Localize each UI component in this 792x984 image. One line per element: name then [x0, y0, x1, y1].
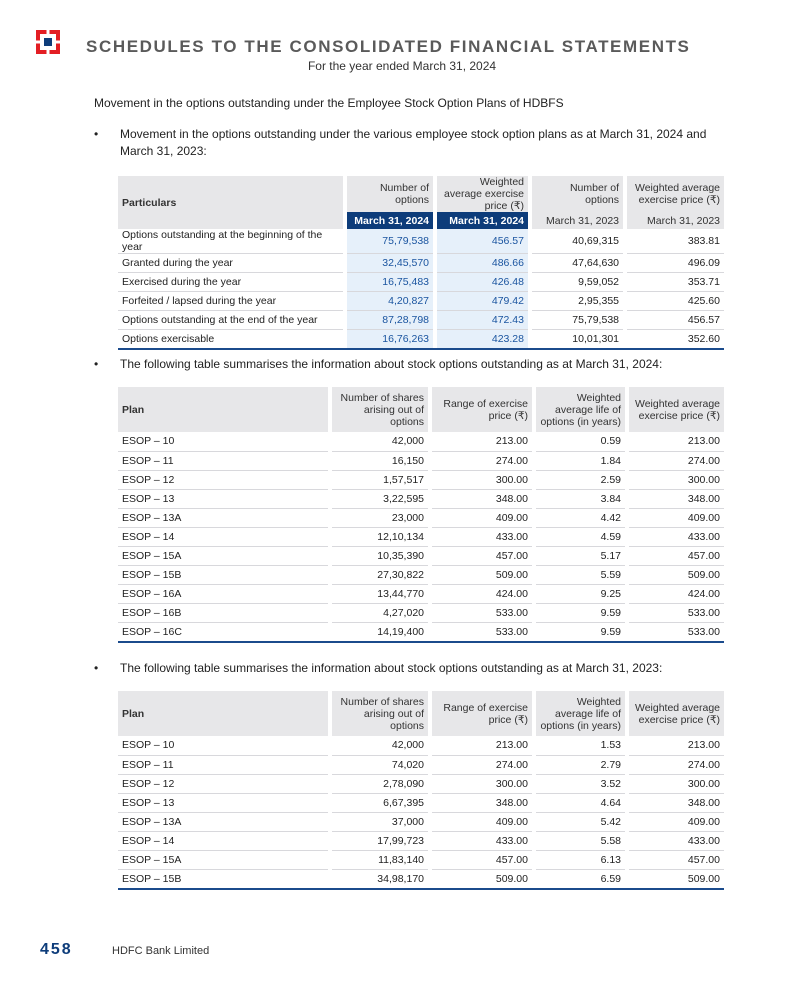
plan-name: ESOP – 12 — [118, 470, 328, 489]
exercise-range: 213.00 — [432, 736, 532, 755]
exercise-range: 457.00 — [432, 850, 532, 869]
page-title: SCHEDULES TO THE CONSOLIDATED FINANCIAL STATEMENTS — [86, 37, 691, 56]
wavg-price: 509.00 — [629, 565, 724, 584]
plan-name: ESOP – 13 — [118, 793, 328, 812]
row-label: Options exercisable — [118, 330, 343, 350]
page-number: 458 — [40, 941, 73, 958]
plan-name: ESOP – 13A — [118, 508, 328, 527]
num-shares: 37,000 — [332, 812, 428, 831]
plan-name: ESOP – 11 — [118, 451, 328, 470]
header-num-options-2023: Number of options — [532, 176, 623, 212]
num-options-2024: 87,28,798 — [347, 311, 433, 330]
num-shares: 23,000 — [332, 508, 428, 527]
plan-name: ESOP – 16B — [118, 603, 328, 622]
table-row — [118, 603, 724, 622]
wavg-price-2023: 353.71 — [627, 273, 724, 292]
wavg-price-2024: 426.48 — [437, 273, 528, 292]
num-options-2024: 75,79,538 — [347, 229, 433, 254]
plan-name: ESOP – 13A — [118, 812, 328, 831]
header-wavg-price-2024: Weighted average exercise price (₹) — [437, 176, 528, 212]
exercise-range: 533.00 — [432, 603, 532, 622]
plan-name: ESOP – 16C — [118, 622, 328, 642]
wavg-price: 509.00 — [629, 869, 724, 889]
plan-name: ESOP – 15B — [118, 869, 328, 889]
table-row — [118, 470, 724, 489]
wavg-price: 457.00 — [629, 546, 724, 565]
num-options-2023: 2,95,355 — [532, 292, 623, 311]
wavg-life: 4.42 — [536, 508, 625, 527]
wavg-price: 433.00 — [629, 527, 724, 546]
table-row — [118, 831, 724, 850]
table-row — [118, 292, 724, 311]
plan-name: ESOP – 13 — [118, 489, 328, 508]
options-outstanding-2023-table — [118, 691, 724, 890]
num-shares: 74,020 — [332, 755, 428, 774]
table-row — [118, 508, 724, 527]
header-year-2023: March 31, 2023 — [532, 212, 623, 229]
wavg-price: 213.00 — [629, 432, 724, 451]
table-row — [118, 774, 724, 793]
wavg-price-2023: 456.57 — [627, 311, 724, 330]
wavg-life: 1.84 — [536, 451, 625, 470]
num-shares: 42,000 — [332, 432, 428, 451]
hdfc-logo-icon — [36, 30, 60, 54]
wavg-life: 2.79 — [536, 755, 625, 774]
exercise-range: 457.00 — [432, 546, 532, 565]
num-options-2023: 75,79,538 — [532, 311, 623, 330]
wavg-price: 274.00 — [629, 755, 724, 774]
wavg-life: 5.42 — [536, 812, 625, 831]
wavg-price: 457.00 — [629, 850, 724, 869]
row-label: Exercised during the year — [118, 273, 343, 292]
wavg-price: 533.00 — [629, 603, 724, 622]
plan-name: ESOP – 10 — [118, 736, 328, 755]
num-options-2023: 9,59,052 — [532, 273, 623, 292]
num-options-2023: 10,01,301 — [532, 330, 623, 350]
exercise-range: 433.00 — [432, 831, 532, 850]
exercise-range: 509.00 — [432, 565, 532, 584]
plan-name: ESOP – 15A — [118, 546, 328, 565]
wavg-life: 3.52 — [536, 774, 625, 793]
num-shares: 12,10,134 — [332, 527, 428, 546]
header-num-options-2024: Number of options — [347, 176, 433, 212]
num-options-2023: 40,69,315 — [532, 229, 623, 254]
header-plan: Plan — [118, 387, 328, 432]
row-label: Granted during the year — [118, 254, 343, 273]
wavg-life: 5.17 — [536, 546, 625, 565]
header-life: Weighted average life of options (in years) — [536, 387, 625, 432]
header-wavg-price-2023: Weighted average exercise price (₹) — [627, 176, 724, 212]
table-row — [118, 330, 724, 350]
page-subtitle: For the year ended March 31, 2024 — [307, 59, 497, 73]
wavg-price: 409.00 — [629, 508, 724, 527]
wavg-price: 274.00 — [629, 451, 724, 470]
row-label: Forfeited / lapsed during the year — [118, 292, 343, 311]
header-year-2024: March 31, 2024 — [437, 212, 528, 229]
wavg-price-2024: 423.28 — [437, 330, 528, 350]
num-shares: 17,99,723 — [332, 831, 428, 850]
table-row — [118, 736, 724, 755]
plan-name: ESOP – 16A — [118, 584, 328, 603]
header-range: Range of exercise price (₹) — [432, 387, 532, 432]
header-shares: Number of shares arising out of options — [332, 691, 428, 736]
table-row — [118, 273, 724, 292]
plan-name: ESOP – 14 — [118, 527, 328, 546]
num-options-2024: 32,45,570 — [347, 254, 433, 273]
exercise-range: 509.00 — [432, 869, 532, 889]
plan-name: ESOP – 12 — [118, 774, 328, 793]
table-row — [118, 850, 724, 869]
row-label: Options outstanding at the beginning of the year — [118, 229, 343, 254]
options-movement-table — [118, 176, 724, 350]
exercise-range: 409.00 — [432, 812, 532, 831]
num-shares: 42,000 — [332, 736, 428, 755]
wavg-life: 9.59 — [536, 603, 625, 622]
num-shares: 3,22,595 — [332, 489, 428, 508]
header-price: Weighted average exercise price (₹) — [629, 691, 724, 736]
wavg-life: 5.58 — [536, 831, 625, 850]
table-row — [118, 622, 724, 642]
num-shares: 10,35,390 — [332, 546, 428, 565]
num-shares: 11,83,140 — [332, 850, 428, 869]
section-heading: Movement in the options outstanding under the Employee Stock Option Plans of HDBFS — [94, 96, 564, 110]
plan-name: ESOP – 14 — [118, 831, 328, 850]
wavg-price-2024: 479.42 — [437, 292, 528, 311]
table-row — [118, 311, 724, 330]
wavg-price-2024: 486.66 — [437, 254, 528, 273]
num-shares: 1,57,517 — [332, 470, 428, 489]
num-options-2024: 16,76,263 — [347, 330, 433, 350]
exercise-range: 433.00 — [432, 527, 532, 546]
wavg-life: 1.53 — [536, 736, 625, 755]
wavg-price: 348.00 — [629, 793, 724, 812]
exercise-range: 533.00 — [432, 622, 532, 642]
header-life: Weighted average life of options (in years) — [536, 691, 625, 736]
header-shares: Number of shares arising out of options — [332, 387, 428, 432]
num-shares: 2,78,090 — [332, 774, 428, 793]
header-price: Weighted average exercise price (₹) — [629, 387, 724, 432]
table-row — [118, 793, 724, 812]
wavg-price-2024: 472.43 — [437, 311, 528, 330]
plan-name: ESOP – 10 — [118, 432, 328, 451]
table-row — [118, 755, 724, 774]
table-row — [118, 584, 724, 603]
wavg-price: 433.00 — [629, 831, 724, 850]
plan-name: ESOP – 15B — [118, 565, 328, 584]
num-shares: 27,30,822 — [332, 565, 428, 584]
company-name: HDFC Bank Limited — [112, 945, 210, 957]
table-row — [118, 565, 724, 584]
wavg-price-2024: 456.57 — [437, 229, 528, 254]
plan-name: ESOP – 11 — [118, 755, 328, 774]
wavg-life: 9.25 — [536, 584, 625, 603]
wavg-life: 3.84 — [536, 489, 625, 508]
table-row — [118, 489, 724, 508]
table-row — [118, 432, 724, 451]
header-plan: Plan — [118, 691, 328, 736]
exercise-range: 348.00 — [432, 793, 532, 812]
exercise-range: 348.00 — [432, 489, 532, 508]
wavg-price: 213.00 — [629, 736, 724, 755]
exercise-range: 274.00 — [432, 755, 532, 774]
num-shares: 13,44,770 — [332, 584, 428, 603]
exercise-range: 424.00 — [432, 584, 532, 603]
table-row — [118, 546, 724, 565]
wavg-life: 9.59 — [536, 622, 625, 642]
wavg-life: 6.59 — [536, 869, 625, 889]
wavg-life: 5.59 — [536, 565, 625, 584]
exercise-range: 300.00 — [432, 774, 532, 793]
header-range: Range of exercise price (₹) — [432, 691, 532, 736]
num-shares: 14,19,400 — [332, 622, 428, 642]
num-options-2023: 47,64,630 — [532, 254, 623, 273]
wavg-price: 348.00 — [629, 489, 724, 508]
num-options-2024: 4,20,827 — [347, 292, 433, 311]
wavg-price: 300.00 — [629, 470, 724, 489]
exercise-range: 213.00 — [432, 432, 532, 451]
wavg-price: 533.00 — [629, 622, 724, 642]
num-options-2024: 16,75,483 — [347, 273, 433, 292]
header-year-2023: March 31, 2023 — [627, 212, 724, 229]
wavg-life: 4.64 — [536, 793, 625, 812]
row-label: Options outstanding at the end of the year — [118, 311, 343, 330]
num-shares: 16,150 — [332, 451, 428, 470]
exercise-range: 409.00 — [432, 508, 532, 527]
wavg-price-2023: 352.60 — [627, 330, 724, 350]
plan-name: ESOP – 15A — [118, 850, 328, 869]
num-shares: 4,27,020 — [332, 603, 428, 622]
wavg-price: 300.00 — [629, 774, 724, 793]
table-row — [118, 229, 724, 254]
wavg-price: 409.00 — [629, 812, 724, 831]
header-particulars: Particulars — [118, 176, 343, 229]
wavg-life: 0.59 — [536, 432, 625, 451]
wavg-price-2023: 496.09 — [627, 254, 724, 273]
wavg-price-2023: 425.60 — [627, 292, 724, 311]
num-shares: 6,67,395 — [332, 793, 428, 812]
exercise-range: 274.00 — [432, 451, 532, 470]
wavg-life: 2.59 — [536, 470, 625, 489]
table-row — [118, 451, 724, 470]
wavg-life: 4.59 — [536, 527, 625, 546]
table-row — [118, 527, 724, 546]
wavg-price-2023: 383.81 — [627, 229, 724, 254]
num-shares: 34,98,170 — [332, 869, 428, 889]
wavg-price: 424.00 — [629, 584, 724, 603]
wavg-life: 6.13 — [536, 850, 625, 869]
table-row — [118, 869, 724, 889]
table-row — [118, 812, 724, 831]
options-outstanding-2024-table — [118, 387, 724, 643]
exercise-range: 300.00 — [432, 470, 532, 489]
header-year-2024: March 31, 2024 — [347, 212, 433, 229]
table-row — [118, 254, 724, 273]
